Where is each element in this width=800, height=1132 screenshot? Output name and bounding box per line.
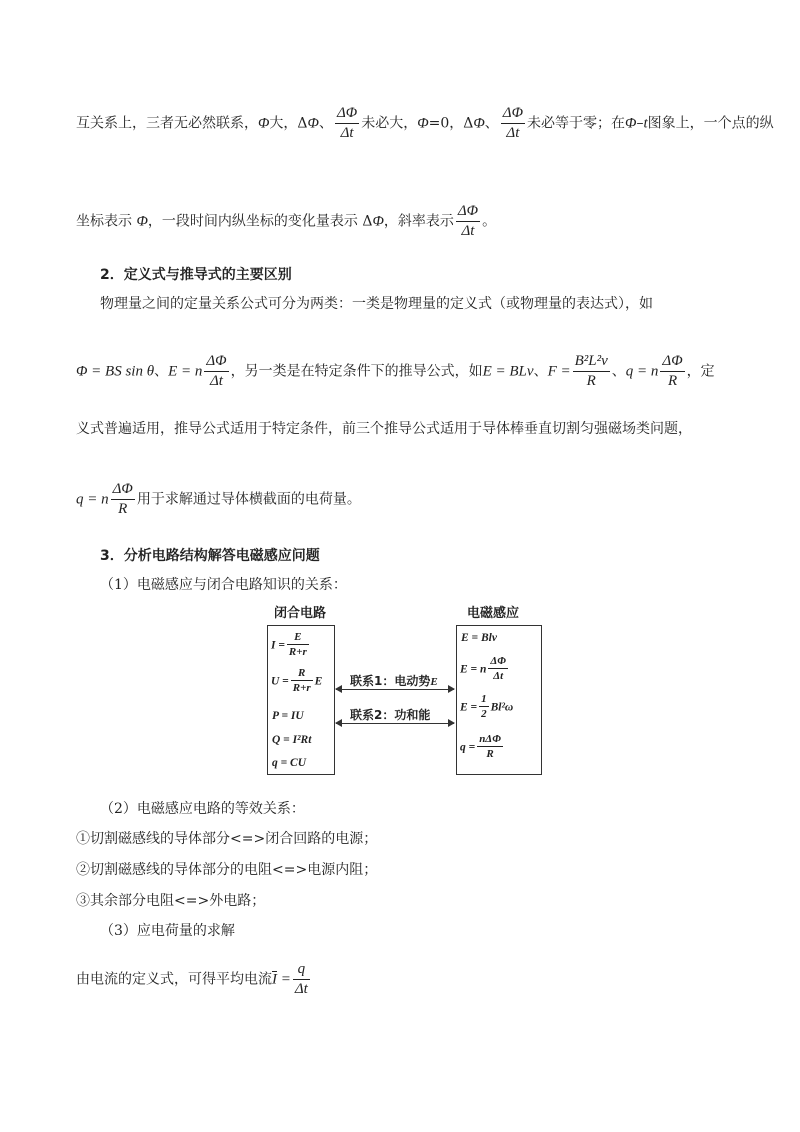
list-item: ②切割磁感线的导体部分的电阻<=>电源内阻； bbox=[76, 862, 378, 878]
formula-power: P = IU bbox=[272, 710, 304, 722]
formula-emf-blv: E = Blv bbox=[461, 632, 497, 644]
formula-current: I = $\frac{E}{R+r}$ bbox=[271, 631, 307, 658]
section-2-heading: 2．定义式与推导式的主要区别 bbox=[100, 267, 292, 283]
fraction-charge: $\frac{\Delta\Phi}{R}$ bbox=[112, 481, 133, 517]
formula-emf-faraday: E = n $\frac{\Delta\Phi}{\Delta t}$ bbox=[460, 655, 506, 682]
section-2-line-3: 义式普遍适用，推导公式适用于特定条件，前三个推导公式适用于导体棒垂直切割匀强磁场类问题， bbox=[76, 421, 692, 437]
fraction-dphi-dt: $\frac{\Delta\Phi}{\Delta t}$ bbox=[457, 203, 479, 239]
formula-heat: Q = I²Rt bbox=[272, 734, 312, 746]
formula-charge-capacitor: q = CU bbox=[272, 757, 307, 769]
closed-circuit-box bbox=[267, 625, 335, 775]
fraction-dphi-dt: $\frac{\Delta\Phi}{\Delta t}$ bbox=[206, 353, 227, 389]
link-label-2: 联系2：功和能 bbox=[350, 708, 431, 722]
fraction-force: $\frac{\text{B²L²v}}{R}$ bbox=[574, 353, 608, 389]
fraction-dphi-dt: $\frac{\Delta\Phi}{\Delta t}$ bbox=[502, 105, 524, 141]
subsection-1: （1）电磁感应与闭合电路知识的关系： bbox=[100, 577, 347, 593]
em-induction-box bbox=[456, 625, 542, 775]
right-box-title: 电磁感应 bbox=[467, 606, 520, 621]
list-item: ③其余部分电阻<=>外电路； bbox=[76, 893, 266, 909]
section-3-heading: 3．分析电路结构解答电磁感应问题 bbox=[100, 548, 320, 564]
section-2-line-1: 物理量之间的定量关系公式可分为两类：一类是物理量的定义式（或物理量的表达式），如 bbox=[100, 296, 653, 312]
fraction-dphi-dt: $\frac{\Delta\Phi}{\Delta t}$ bbox=[336, 105, 358, 141]
fraction-charge: $\frac{\Delta\Phi}{R}$ bbox=[662, 353, 683, 389]
paragraph-1: 互关系上，三者无必然联系，Φ大，ΔΦ、 $\frac{\Delta\Phi}{\Delta t}$ 未必大，Φ=0，ΔΦ、 $\frac{\Delta\Phi}{\Delta t}$ 未必等于零；在Φ–t图象上，一个点的纵 bbox=[76, 105, 774, 141]
formula-emf-rotation: E = $\frac{1}{2}$ Bl²ω bbox=[460, 693, 514, 720]
left-box-title: 闭合电路 bbox=[274, 606, 327, 621]
list-item: ①切割磁感线的导体部分<=>闭合回路的电源； bbox=[76, 831, 378, 847]
formula-charge-flux: q = $\frac{\text{nΔΦ}}{R}$ bbox=[460, 733, 501, 760]
link-label-1: 联系1：电动势E bbox=[350, 674, 438, 688]
subsection-2: （2）电磁感应电路的等效关系： bbox=[100, 801, 305, 817]
paragraph-2: 坐标表示 Φ，一段时间内纵坐标的变化量表示 ΔΦ，斜率表示 $\frac{\Delta\Phi}{\Delta t}$ 。 bbox=[76, 203, 497, 239]
fraction-average-current: $\frac{q}{\Delta t}$ bbox=[294, 961, 308, 997]
link-arrow-1 bbox=[336, 689, 454, 690]
section-2-formulas: Φ = BS sin θ、E = n $\frac{\Delta\Phi}{\Delta t}$ ，另一类是在特定条件下的推导公式，如E = BLv、F = $\frac{\text{B²L²v}}{R}$ 、q = n $\frac{\Delta\Phi}{R}$ ，定 bbox=[76, 353, 715, 389]
link-arrow-2 bbox=[336, 723, 454, 724]
section-2-line-4: q = n $\frac{\Delta\Phi}{R}$ 用于求解通过导体横截面的电荷量。 bbox=[76, 481, 361, 517]
formula-voltage: U = $\frac{R}{R+r}$ E bbox=[271, 667, 323, 694]
average-current-line: 由电流的定义式，可得平均电流$\overline{I}$ = $\frac{q}{\Delta t}$ bbox=[76, 961, 308, 997]
subsection-3: （3）应电荷量的求解 bbox=[100, 923, 235, 939]
